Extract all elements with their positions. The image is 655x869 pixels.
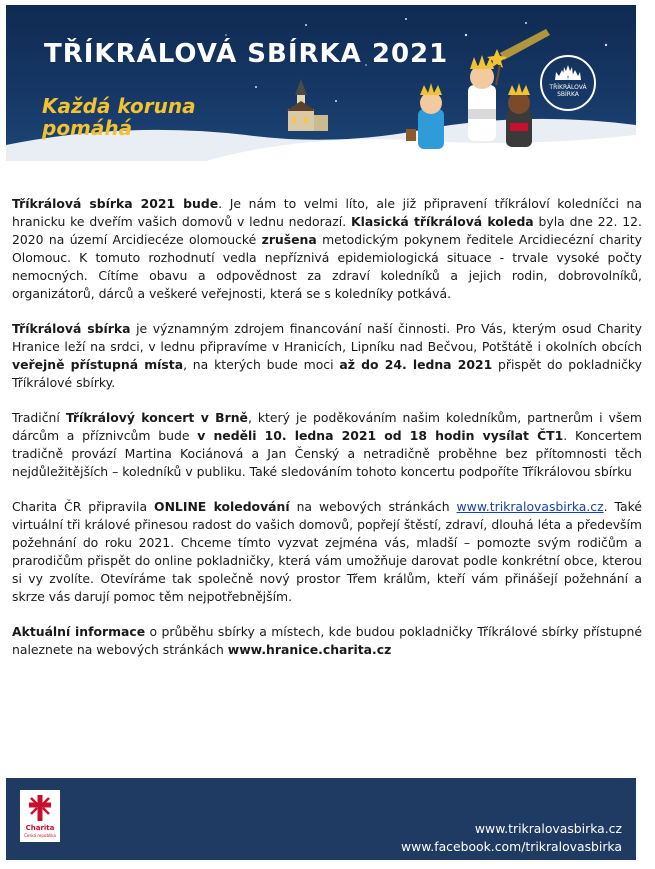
p3-bold-1: Tříkrálový koncert v Brně (65, 410, 248, 425)
p2-text-3: přispět do pokladničky Tříkrálové sbírky. (12, 357, 642, 390)
seal-text-line-1: TŘÍKRÁLOVÁ (549, 84, 587, 91)
p2-text-1: je významným zdrojem financování naší činnosti. Pro Vás, kterým osud Charity Hranice leží na srdci, v lednu připravíme v Hranicích, Lipníku nad Bečvou, Potštátě i okolních obcích (12, 321, 642, 354)
footer-links (401, 820, 622, 856)
paragraph-2 (12, 320, 642, 392)
p1-bold-3: zrušena (261, 232, 317, 247)
trikralova-sbirka-seal (540, 55, 596, 111)
banner-slogan: Každá koruna pomáhá (42, 94, 196, 140)
trikralovasbirka-link[interactable]: www.trikralovasbirka.cz (456, 499, 604, 514)
p1-text-2: byla dne 22. 12. 2020 na území Arcidiecéze olomoucké (12, 214, 642, 247)
p4-text-3: . Také virtuální tři králové přinesou radost do vašich domovů, popřejí štěstí, zdraví, dlouhá léta a především požehnání do roku 2021. Chceme tímto vyzvat zejména vás, mladší – pomozte svým rodičům a prarodičům přispět do online pokladničky, která vám umožňuje darovat podle konkrétní obce, kterou si vy zvolíte. Otevíráme tak společně nový prostor Třem králům, kteří vám přinášejí požehnání a skrze vás darují pomoc těm nejpotřebnějším. (12, 499, 643, 604)
article-body (12, 195, 642, 676)
p1-text-3: metodickým pokynem ředitele Arcidiecézní charity Olomouc. K tomuto rozhodnutí vedla nepříznivá epidemiologická situace - trvale vysoké počty nemocných. Cítíme obavu a odpovědnost za zdraví koledníků a jejich rodin, dobrovolníků, organizátorů, dárců a veškeré veřejnosti, která se s koledníky potkává. (12, 232, 642, 301)
p5-text-1: o průběhu sbírky a místech, kde budou pokladničky Tříkrálové sbírky přístupné naleznete na webových stránkách (12, 624, 642, 657)
p3-bold-2: v neděli 10. ledna 2021 od 18 hodin vysílat ČT1 (197, 428, 564, 443)
p3-text-2: , který je poděkováním našim koledníkům, partnerům i všem dárcům a příznivcům bude (12, 410, 642, 443)
p1-bold-1: Tříkrálová sbírka 2021 bude (12, 196, 219, 211)
paragraph-3 (12, 409, 642, 481)
p3-text-1: Tradiční (12, 410, 66, 425)
p2-bold-1: Tříkrálová sbírka (12, 321, 131, 336)
charita-cross-icon (27, 794, 53, 822)
crowns-icon (554, 64, 582, 82)
footer-link-facebook[interactable]: www.facebook.com/trikralovasbirka (401, 839, 622, 854)
footer-link-website[interactable]: www.trikralovasbirka.cz (474, 821, 622, 836)
p4-text-2: na webových stránkách (289, 499, 457, 514)
header-banner (6, 5, 636, 161)
p1-bold-2: Klasická tříkrálová koleda (350, 214, 534, 229)
p5-bold-1: Aktuální informace (12, 624, 146, 639)
paragraph-5 (12, 623, 642, 659)
paragraph-1 (12, 195, 642, 303)
charita-logo-text: Charita (25, 824, 55, 832)
charita-logo-subtext: Česká republika (24, 833, 56, 838)
p2-bold-3: až do 24. ledna 2021 (339, 357, 493, 372)
banner-title: TŘÍKRÁLOVÁ SBÍRKA 2021 (44, 39, 449, 69)
charita-logo (20, 790, 60, 842)
p5-bold-2: www.hranice.charita.cz (227, 642, 392, 657)
footer-banner (6, 778, 636, 860)
p2-text-2: , na kterých bude moci (183, 357, 340, 372)
paragraph-4 (12, 498, 642, 606)
p4-text-1: Charita ČR připravila (12, 499, 155, 514)
p4-bold-1: ONLINE koledování (154, 499, 290, 514)
seal-text-line-2: SBÍRKA (557, 91, 579, 98)
p3-text-3: . Koncertem tradičně provází Martina Kociánová a Jan Čenský a netradičně proběhne bez přítomnosti těch nejdůležitějších – koledníků v publiku. Také sledováním tohoto koncertu podpoříte Tříkrálovou sbírku (12, 428, 642, 479)
p1-text-1: . Je nám to velmi líto, ale již připravení tříkráloví koledníčci na hranicku ke dveřím vašich domovů v lednu nedorazí. (12, 196, 642, 229)
p2-bold-2: veřejně přístupná místa (12, 357, 184, 372)
